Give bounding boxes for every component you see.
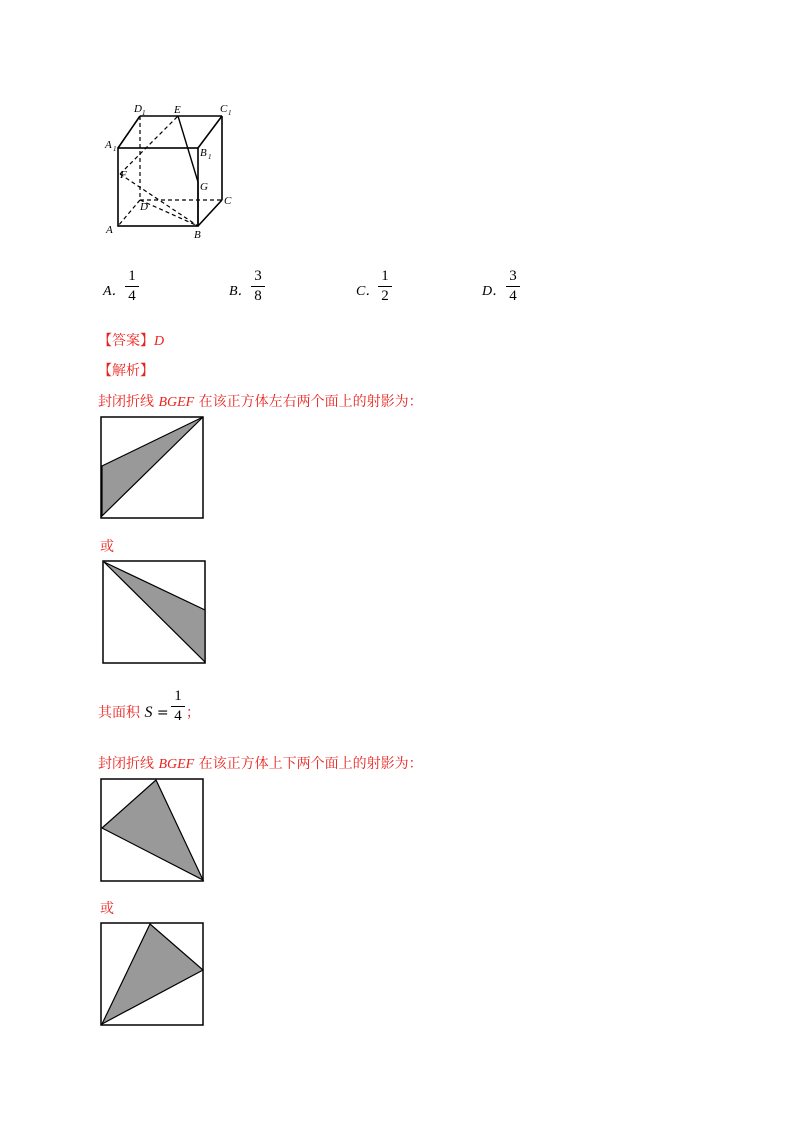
option-b-num: 3 — [254, 268, 262, 284]
line1-prefix: 封闭折线 — [98, 394, 159, 410]
label-g: G — [200, 181, 208, 193]
or-text-1: 或 — [100, 539, 114, 555]
line2-name: BGEF — [158, 757, 195, 772]
option-d-fraction — [506, 268, 520, 305]
label-d1: D — [134, 103, 142, 115]
area-suffix: ； — [186, 705, 200, 721]
line1-name: BGEF — [158, 395, 195, 410]
option-a-den: 4 — [128, 288, 136, 304]
option-b-fraction — [251, 268, 265, 305]
label-c: C — [224, 195, 232, 207]
projection-figure-3 — [100, 778, 206, 884]
option-a-letter: A． — [103, 284, 126, 299]
label-d: D — [140, 201, 148, 213]
label-sub: 1 — [142, 109, 146, 117]
label-e: E — [174, 104, 181, 116]
label-sub: 1 — [208, 153, 212, 161]
label-f: F — [120, 169, 127, 181]
line2-prefix: 封闭折线 — [98, 756, 159, 772]
area-num: 1 — [174, 688, 182, 704]
area-prefix: 其面积 — [98, 705, 145, 721]
label-a: A — [106, 224, 113, 236]
analysis-label: 【解析】 — [98, 363, 154, 379]
line1-suffix: 在该正方体左右两个面上的射影为： — [194, 394, 423, 410]
or-text-2: 或 — [100, 901, 114, 917]
option-c-num: 1 — [381, 268, 389, 284]
area-eq: = — [152, 705, 169, 721]
option-d-letter: D． — [482, 284, 507, 299]
option-b-den: 8 — [254, 288, 262, 304]
line2-suffix: 在该正方体上下两个面上的射影为： — [194, 756, 423, 772]
projection-figure-4 — [100, 922, 206, 1028]
option-d-den: 4 — [509, 288, 517, 304]
label-b: B — [194, 229, 201, 240]
answer-label: 【答案】 — [98, 333, 154, 349]
projection-text-1 — [98, 391, 423, 411]
option-b-letter: B． — [229, 284, 252, 299]
label-sub: 1 — [113, 145, 117, 153]
area-fraction — [171, 688, 185, 725]
option-a-fraction — [125, 268, 139, 305]
area-den: 4 — [174, 708, 182, 724]
label-a1: A — [105, 139, 112, 151]
answer-line — [98, 330, 164, 350]
label-b1: B — [200, 147, 207, 159]
answer-value: D — [154, 334, 165, 349]
projection-figure-1 — [100, 416, 206, 520]
projection-figure-2 — [102, 560, 208, 666]
option-d-num: 3 — [509, 268, 517, 284]
option-c-fraction — [378, 268, 392, 305]
option-c-letter: C． — [356, 284, 380, 299]
label-sub: 1 — [228, 109, 232, 117]
label-c1: C — [220, 103, 228, 115]
projection-text-2 — [98, 753, 423, 773]
option-a-num: 1 — [128, 268, 136, 284]
option-c-den: 2 — [381, 288, 389, 304]
area-var: S — [144, 704, 153, 721]
area-line — [98, 702, 169, 722]
cube-diagram — [100, 100, 240, 240]
